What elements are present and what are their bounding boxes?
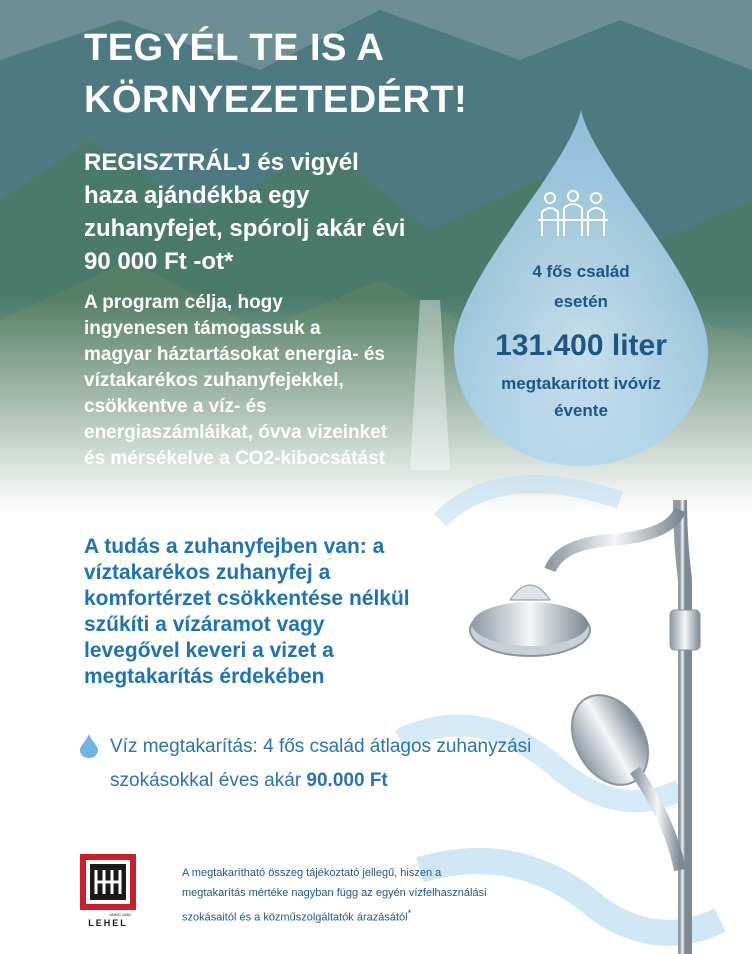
- drop-liter-amount: 131.400 liter: [495, 329, 667, 362]
- footnote-text: szokásaitól és a közműszolgáltatók árazásától: [182, 911, 408, 924]
- savings-line: [110, 764, 630, 798]
- description-line: és mérsékelve a CO2-kibocsátást: [84, 448, 386, 469]
- logo-brand: LEHEL: [88, 918, 128, 928]
- title-line: TEGYÉL TE IS A: [84, 27, 385, 69]
- subtitle: [84, 146, 504, 278]
- knowledge-line: megtakarítás érdekében: [84, 665, 325, 688]
- description-line: magyar háztartásokat energia- és: [84, 344, 385, 365]
- water-drop-icon: [80, 734, 98, 758]
- drop-saved-label: megtakarított ivóvíz: [501, 374, 661, 393]
- title-line: KÖRNYEZETEDÉRT!: [84, 79, 468, 121]
- savings-statement: [110, 730, 630, 798]
- subtitle-line: zuhanyfejet, spórolj akár évi: [84, 215, 406, 242]
- footnote-line: [182, 903, 502, 928]
- savings-line: Víz megtakarítás: 4 fős család átlagos zuhanyzási: [110, 736, 532, 757]
- description-line: A program célja, hogy: [84, 292, 283, 313]
- subtitle-line: REGISZTRÁLJ és vigyél: [84, 149, 359, 176]
- knowledge-line: víztakarékos zuhanyfej a: [84, 561, 331, 584]
- footnote-mark: *: [407, 908, 412, 918]
- description-line: víztakarékos zuhanyfejekkel,: [84, 370, 344, 391]
- subtitle-line: 90 000 Ft -ot*: [84, 248, 234, 275]
- description-line: energiaszámláikat, óvva vizeinket: [84, 422, 388, 443]
- drop-saved-label: évente: [554, 401, 608, 420]
- footnote-line: A megtakarítható összeg tájékoztató jellegű, hiszen a: [182, 867, 442, 879]
- footnote: [182, 863, 502, 928]
- logo-since: ANNO 1948: [109, 912, 131, 917]
- description-line: ingyenesen támogassuk a: [84, 318, 321, 339]
- knowledge-line: szűkíti a vízáramot vagy: [84, 613, 325, 636]
- description-line: csökkentve a víz- és: [84, 396, 267, 417]
- knowledge-line: levegővel keveri a vizet a: [84, 639, 334, 662]
- lehel-logo: [80, 854, 136, 928]
- family-icon: [536, 190, 610, 238]
- subtitle-line: haza ajándékba egy: [84, 182, 310, 209]
- knowledge-line: komfortérzet csökkentése nélkül: [84, 587, 410, 610]
- savings-amount: 90.000 Ft: [306, 770, 388, 791]
- knowledge-line: A tudás a zuhanyfejben van: a: [84, 535, 385, 558]
- footnote-line: megtakarítás mértéke nagyban függ az egyén vízfelhasználási: [182, 887, 487, 899]
- drop-family-label: 4 fős család: [532, 262, 630, 281]
- savings-prefix: szokásokkal éves akár: [110, 770, 307, 791]
- knowledge-heading: [84, 534, 484, 690]
- drop-family-label: esetén: [554, 292, 608, 311]
